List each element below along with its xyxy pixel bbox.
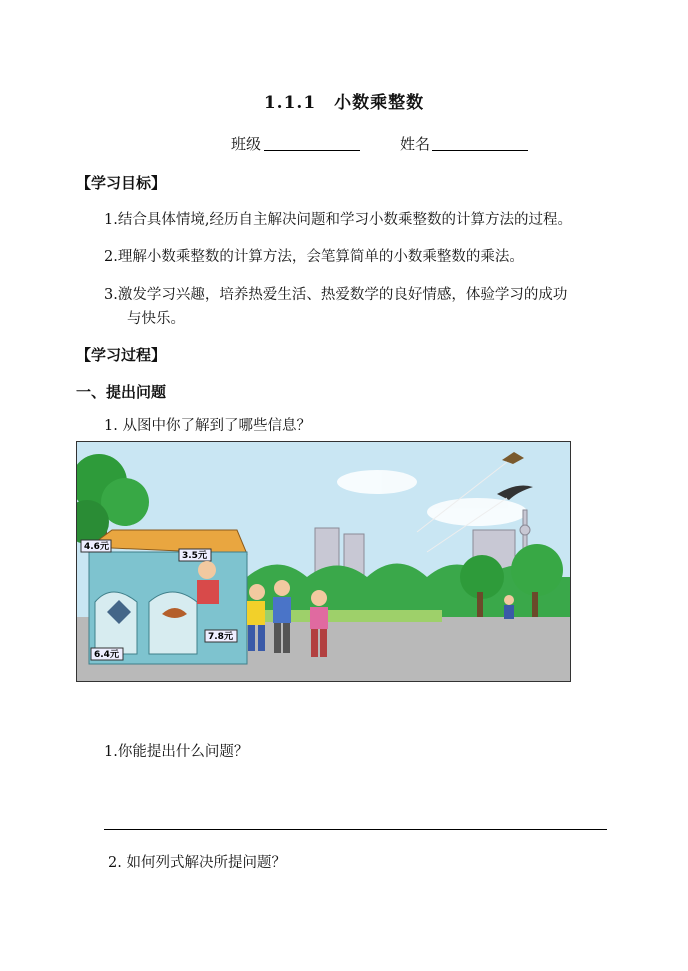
question-1: 1. 从图中你了解到了哪些信息？ [104, 418, 311, 434]
answer-line[interactable] [104, 829, 607, 830]
question-3: 2. 如何列式解决所提问题？ [108, 855, 286, 871]
name-blank[interactable] [432, 150, 528, 151]
page-title: 1.1.1 小数乘整数 [263, 93, 425, 113]
price-tag-2: 3.5元 [182, 551, 207, 561]
goal-item-2: 2.理解小数乘整数的计算方法，会笔算简单的小数乘整数的乘法。 [104, 249, 524, 265]
class-label: 班级 [231, 135, 262, 153]
kite-stall-scene [77, 442, 570, 681]
question-2: 1.你能提出什么问题？ [104, 744, 249, 760]
market-illustration [76, 441, 571, 682]
price-tag-3: 7.8元 [208, 632, 233, 642]
process-heading: 【学习过程】 [76, 346, 167, 364]
price-tag-4: 6.4元 [94, 650, 119, 660]
goal-item-3-cont: 与快乐。 [127, 311, 185, 327]
goal-item-3: 3.激发学习兴趣，培养热爱生活、热爱数学的良好情感，体验学习的成功 [104, 287, 568, 303]
price-tag-1: 4.6元 [84, 542, 109, 552]
goal-item-1: 1.结合具体情境,经历自主解决问题和学习小数乘整数的计算方法的过程。 [104, 212, 572, 228]
class-blank[interactable] [264, 150, 360, 151]
goals-heading: 【学习目标】 [76, 174, 167, 192]
name-label: 姓名 [400, 135, 431, 153]
part-one-heading: 一、提出问题 [76, 383, 167, 401]
